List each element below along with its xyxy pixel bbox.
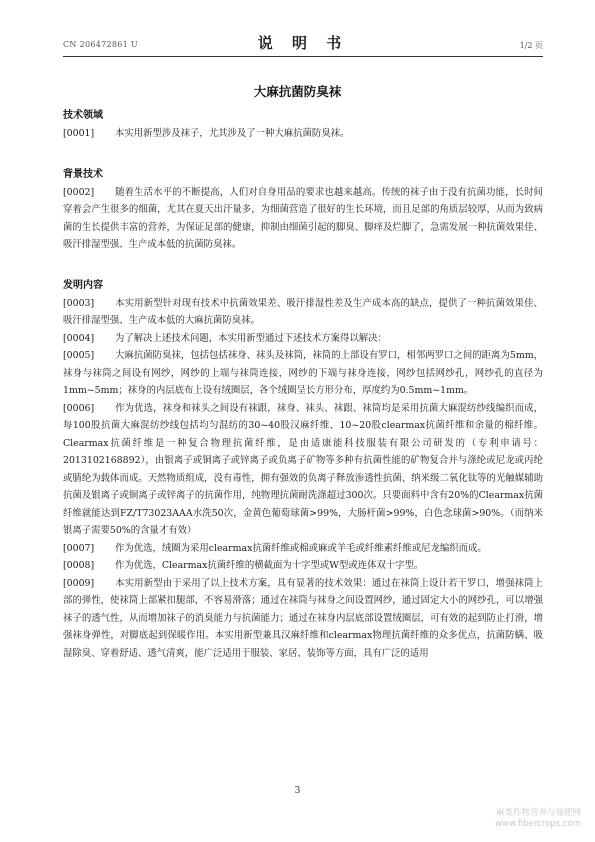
watermark-site-name: 麻类作物营养与施肥网 [495, 808, 581, 818]
watermark-url: www.fibercrops.com [495, 819, 581, 829]
page-header [63, 30, 543, 56]
paragraph-text: 随着生活水平的不断提高，人们对自身用品的要求也越来越高。传统的袜子由于没有抗菌功能，长时间穿着会产生很多的细菌，尤其在夏天出汗量多，为细菌营造了很好的生长环境，而且足部的角质层较厚，从而为致病菌的生长提供丰富的营养，为保证足部的健康，抑制由细菌引起的脚臭、脚痒及烂脚了，急需发展一种抗菌效果佳、吸汗排湿型强、生产成本低的抗菌防臭袜。 [63, 186, 543, 250]
paragraph-number: [0002] [63, 186, 95, 198]
document-number: CN 206472861 U [63, 40, 138, 49]
paragraph [63, 347, 543, 400]
paragraph-number: [0005] [63, 350, 95, 361]
watermark [495, 808, 581, 830]
paragraph-number: [0008] [63, 560, 95, 571]
paragraph-text: 为了解决上述技术问题，本实用新型通过下述技术方案得以解决： [115, 332, 387, 344]
document-body [63, 106, 543, 662]
paragraph-text: 本实用新型由于采用了以上技术方案，具有显著的技术效果：通过在袜筒上设计若干罗口，增强袜筒上部的弹性，使袜筒上部紧扣腿部，不容易滑落；通过在袜筒与袜身之间设置网纱，通过固定大小的网纱孔，可以增强袜子的透气性，从而增加袜子的消臭能力与抗菌能力；通过在袜身内层底部设置绒圈层，可有效的起到防止打滑，增强袜身弹性，对脚底起到保暖作用。本实用新型兼具汉麻纤维和clearmax物理抗菌纤维的众多优点，抗菌防螨、吸湿除臭、穿着舒适、透气清爽，能广泛适用于服装、家居、装饰等方面，具有广泛的适用 [63, 577, 543, 659]
paragraph [63, 575, 543, 663]
section-heading-tech-field: 技术领域 [63, 110, 103, 121]
paragraph-number: [0009] [63, 577, 95, 589]
paragraph [63, 330, 543, 348]
page-count: 1/2 页 [519, 41, 543, 50]
page-number: 3 [294, 786, 301, 796]
header-rule [63, 56, 543, 57]
paragraph [63, 540, 543, 558]
paragraph-number: [0001] [63, 128, 95, 139]
paragraph [63, 295, 543, 330]
paragraph-number: [0007] [63, 542, 95, 554]
section-heading-invention: 发明内容 [63, 279, 103, 291]
paragraph-text: 大麻抗菌防臭袜，包括包括袜身、袜头及袜筒，袜筒的上部设有罗口，相邻两罗口之间的距离为5mm，袜身与袜筒之间设有网纱，网纱的上端与袜筒连接，网纱的下端与袜身连接，网纱包括网纱孔，网纱孔的直径为1mm~5mm；袜身的内层底布上设有绒圈层，各个绒圈呈长方形分布，厚度约为0.5mm~1mm。 [63, 350, 543, 396]
paragraph-number: [0004] [63, 332, 95, 344]
paragraph-text: 作为优选，Clearmax抗菌纤维的横截面为十字型或W型或连体双十字型。 [115, 560, 424, 571]
paragraph [63, 184, 543, 254]
paragraph [63, 400, 543, 540]
paragraph-text: 本实用新型针对现有技术中抗菌效果差、吸汗排湿性差及生产成本高的缺点，提供了一种抗菌效果佳、吸汗排湿型强、生产成本低的大麻抗菌防臭袜。 [63, 297, 543, 326]
document-type: 说 明 书 [257, 34, 349, 52]
document-title: 大麻抗菌防臭袜 [253, 84, 342, 99]
paragraph [63, 125, 543, 143]
paragraph-text: 本实用新型涉及袜子，尤其涉及了一种大麻抗菌防臭袜。 [115, 128, 350, 139]
section-heading-background: 背景技术 [63, 168, 103, 180]
paragraph-number: [0006] [63, 402, 95, 414]
paragraph-text: 作为优选，绒圈为采用clearmax抗菌纤维或棉或麻或羊毛或纤维素纤维或尼龙编织而成。 [115, 542, 487, 554]
paragraph [63, 557, 543, 575]
paragraph-number: [0003] [63, 297, 95, 309]
paragraph-text: 作为优选，袜身和袜头之间设有袜跟，袜身、袜头、袜跟、袜筒均是采用抗菌大麻混纺纱线编织而成，每100股抗菌大麻混纺纱线包括均匀混纺的30~40股汉麻纤维、10~20股clearmax抗菌纤维和余量的棉纤维。Clearmax抗菌纤维是一种复合物理抗菌纤维，是由适康能科技服装有限公司研发的（专利申请号：2013102168892），由银离子或铜离子或锌离子或负离子矿物等多种有抗菌性能的矿物复合并与涤纶或尼龙或丙纶或腈纶为载体而成。天然物质组成，没有毒性，拥有强效的负离子释放渗透性抗菌、纳米级二氧化钛等的光触媒辅助抗菌及银离子或铜离子或锌离子的抗菌作用，纯物理抗菌耐洗涤超过300次。只要面料中含有20%的Clearmax抗菌纤维就能达到FZ/T73023AAA水洗50次，金黄色葡萄球菌>99%，大肠杆菌>99%，白色念球菌>90%。（而纳米银离子需要50%的含量才有效） [63, 402, 543, 536]
